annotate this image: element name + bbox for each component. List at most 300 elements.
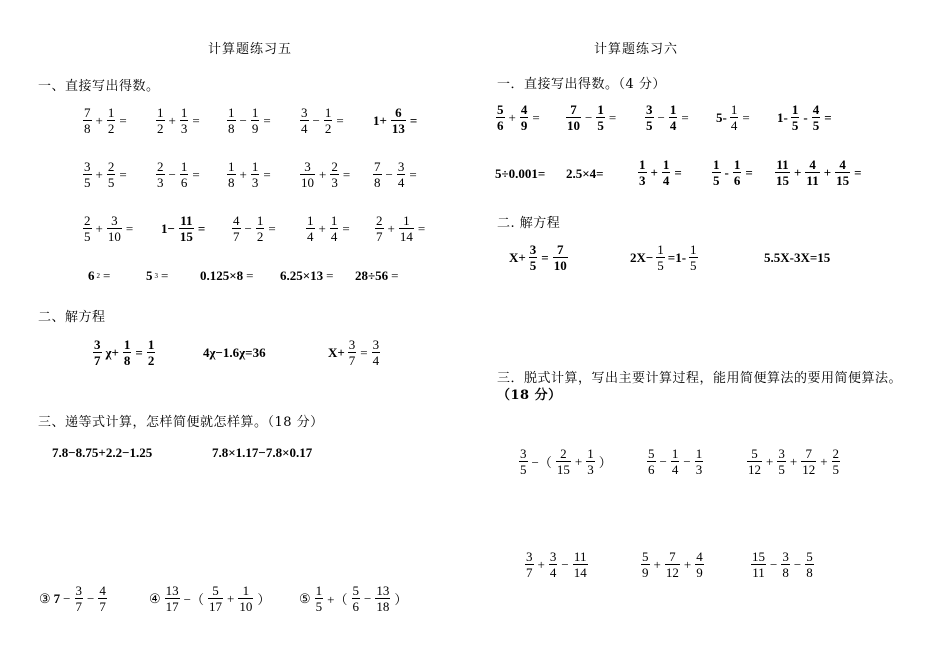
numerator: 1: [669, 102, 677, 117]
right-title: 计算题练习六: [594, 42, 679, 57]
term: X+: [509, 249, 526, 265]
fraction: [155, 160, 166, 189]
right-s3-r2-e1: [640, 550, 705, 579]
numerator: 4: [839, 157, 846, 172]
operator: =: [263, 166, 271, 182]
operator: −: [244, 220, 252, 236]
denominator: 3: [157, 175, 164, 190]
operator: +: [95, 166, 103, 182]
fraction: [226, 160, 237, 189]
denominator: 15: [556, 462, 570, 477]
left-s2-eq1: [203, 345, 266, 361]
denominator: 5: [597, 118, 604, 133]
fraction: [372, 160, 383, 189]
left-s3-eq1: [212, 445, 312, 461]
numerator: 1: [587, 446, 594, 461]
right-s2-eq2: [764, 250, 830, 266]
fraction: [711, 158, 722, 187]
left-s1-r0-e1: [155, 106, 201, 135]
operator: −: [585, 109, 593, 125]
numerator: 3: [397, 159, 405, 174]
numerator: 1: [251, 159, 259, 174]
right-s1-r2-e3: [711, 158, 754, 187]
numerator: 3: [549, 549, 557, 564]
fraction: [495, 103, 506, 132]
operator: =: [608, 109, 617, 125]
fraction: [146, 338, 157, 367]
numerator: 1: [157, 105, 164, 120]
right-section3-points: （18 分）: [497, 388, 562, 403]
fraction: [552, 243, 569, 272]
right-s1-r2-e1: [566, 166, 604, 182]
operator: +: [168, 112, 176, 128]
numerator: 2: [84, 213, 91, 228]
left-section2-heading: 二、解方程: [38, 310, 106, 325]
denominator: 4: [307, 229, 314, 244]
numerator: 6: [395, 105, 402, 120]
denominator: 17: [209, 599, 222, 614]
fraction: [555, 447, 572, 476]
term: 1-: [777, 109, 788, 125]
term: 2.5×4=: [566, 166, 604, 181]
right-s2-eq0: [509, 243, 569, 272]
denominator: 10: [553, 258, 567, 273]
denominator: 14: [399, 229, 413, 244]
denominator: 10: [567, 118, 580, 133]
numerator: 1: [713, 157, 720, 172]
operator: +: [227, 590, 235, 606]
fraction: [155, 106, 166, 135]
left-s1-r2-e1: [160, 214, 206, 243]
fraction: [207, 584, 224, 613]
numerator: 4: [99, 583, 106, 598]
operator: +: [95, 220, 103, 236]
fraction: [106, 160, 117, 189]
term: 5: [146, 268, 153, 283]
fraction: [585, 447, 596, 476]
numerator: 7: [669, 549, 676, 564]
left-s1-last-e4: [355, 268, 399, 284]
operator: ）: [598, 455, 612, 470]
numerator: 1: [730, 102, 738, 117]
fraction: [655, 243, 666, 272]
fraction: [255, 214, 266, 243]
fraction: [374, 214, 385, 243]
fraction: [226, 106, 237, 135]
numerator: 3: [526, 549, 533, 564]
left-title: 计算题练习五: [208, 42, 293, 57]
fraction: [694, 550, 705, 579]
numerator: 7: [805, 446, 812, 461]
denominator: 8: [123, 353, 131, 368]
denominator: 9: [251, 121, 259, 136]
fraction: [178, 214, 195, 243]
numerator: 4: [812, 102, 820, 117]
numerator: 3: [372, 337, 380, 352]
fraction: [396, 160, 407, 189]
denominator: 6: [180, 175, 188, 190]
denominator: 8: [228, 121, 235, 136]
numerator: 2: [832, 446, 840, 461]
denominator: 4: [662, 173, 670, 188]
operator: +: [789, 453, 798, 469]
left-s1-r2-e4: [374, 214, 426, 243]
fraction: [644, 103, 655, 132]
denominator: 2: [256, 229, 264, 244]
right-s1-r2-e2: [637, 158, 683, 187]
operator: =: [681, 109, 689, 125]
numerator: 1: [180, 159, 188, 174]
numerator: 3: [529, 242, 537, 257]
denominator: 5: [107, 175, 115, 190]
left-s3-bottom0: [38, 584, 108, 613]
right-s3-r2-e2: [750, 550, 815, 579]
left-s1-r0-e0: [82, 106, 128, 135]
numerator: 2: [331, 159, 338, 174]
numerator: 1: [256, 213, 264, 228]
operator: −（: [531, 455, 552, 470]
fraction: [670, 447, 681, 476]
numerator: 5: [642, 549, 649, 564]
right-section3-heading: 三．脱式计算，写出主要计算过程，能用简便算法的要用简便算法。: [497, 371, 903, 386]
left-s1-r0-e4: [372, 106, 418, 135]
fraction: [524, 550, 535, 579]
term: 7.8−8.75+2.2−1.25: [52, 445, 153, 460]
fraction: [347, 338, 358, 367]
fraction: [572, 550, 589, 579]
fraction: [82, 106, 93, 135]
operator: =: [125, 220, 134, 236]
denominator: 7: [348, 353, 356, 368]
numerator: 13: [165, 583, 179, 598]
denominator: 6: [648, 462, 655, 477]
fraction: [774, 158, 791, 187]
fraction: [729, 103, 740, 132]
fraction: [97, 584, 108, 613]
fraction: [82, 214, 93, 243]
numerator: 1: [147, 337, 155, 352]
numerator: 13: [376, 583, 390, 598]
operator: +: [319, 166, 327, 182]
term: 4χ−1.6χ=36: [203, 345, 266, 360]
denominator: 6: [733, 173, 741, 188]
operator: =: [360, 344, 368, 360]
fraction: [750, 550, 767, 579]
operator: +: [95, 112, 103, 128]
operator: +: [318, 220, 326, 236]
denominator: 3: [695, 462, 703, 477]
denominator: 3: [639, 173, 646, 188]
denominator: 2: [157, 121, 164, 136]
term: 28÷56: [355, 268, 389, 283]
operator: =: [103, 268, 111, 283]
operator: ③: [39, 590, 51, 606]
exponent: 3: [154, 272, 158, 280]
numerator: 3: [84, 159, 91, 174]
operator: +: [653, 556, 661, 572]
left-s2-eq2: [328, 338, 381, 367]
numerator: 3: [646, 102, 653, 117]
fraction: [694, 447, 705, 476]
left-s1-r1-e2: [226, 160, 272, 189]
left-s1-r1-e0: [82, 160, 128, 189]
fraction: [231, 214, 242, 243]
numerator: 2: [157, 159, 164, 174]
operator: =: [336, 112, 344, 128]
numerator: 5: [806, 549, 813, 564]
operator: =: [745, 164, 753, 180]
operator: −: [63, 590, 71, 606]
operator: -: [803, 109, 808, 125]
denominator: 3: [180, 121, 188, 136]
denominator: 11: [752, 565, 765, 580]
operator: +（: [327, 592, 348, 607]
left-s1-r2-e0: [82, 214, 134, 243]
term: =1-: [667, 249, 687, 265]
operator: +: [683, 556, 692, 572]
term: 5÷0.001=: [495, 166, 546, 181]
right-s2-eq1: [630, 243, 699, 272]
operator: 1−: [161, 220, 175, 236]
denominator: 4: [301, 121, 308, 136]
fraction: [834, 158, 851, 187]
left-section3-heading: 三、递等式计算，怎样简便就怎样算。（18 分）: [38, 415, 324, 430]
numerator: 11: [776, 157, 789, 172]
left-s1-r1-e3: [299, 160, 351, 189]
fraction: [106, 106, 117, 135]
numerator: 1: [671, 446, 679, 461]
exponent: 2: [96, 272, 100, 280]
operator: =: [268, 220, 276, 236]
operator: =: [854, 164, 862, 180]
term: 6: [88, 268, 95, 283]
left-s3-bottom1: [148, 584, 271, 613]
left-s1-r1-e4: [372, 160, 418, 189]
fraction: [371, 338, 382, 367]
numerator: 4: [520, 102, 528, 117]
numerator: 1: [662, 157, 670, 172]
operator: +: [823, 164, 832, 180]
left-s1-last-e1: [146, 268, 169, 284]
operator: =: [391, 268, 399, 283]
denominator: 7: [75, 599, 82, 614]
fraction: [804, 158, 820, 187]
operator: +: [650, 164, 658, 180]
fraction: [746, 447, 763, 476]
numerator: 1: [639, 157, 646, 172]
numerator: 2: [107, 159, 115, 174]
numerator: 7: [374, 159, 381, 174]
denominator: 10: [239, 599, 253, 614]
numerator: 1: [251, 105, 259, 120]
operator: χ+: [105, 344, 119, 360]
operator: =: [246, 268, 254, 283]
numerator: 1: [228, 105, 235, 120]
operator: −（: [183, 592, 204, 607]
right-s1-r2-e4: [774, 158, 863, 187]
operator: −: [683, 453, 691, 469]
fraction: [329, 160, 340, 189]
numerator: 15: [752, 549, 765, 564]
right-s1-r2-e0: [495, 166, 545, 182]
fraction: [640, 550, 651, 579]
fraction: [565, 103, 582, 132]
fraction: [106, 214, 123, 243]
denominator: 4: [669, 118, 677, 133]
right-s3-r1-e0: [518, 447, 613, 476]
right-s1-r1-e4: [777, 103, 833, 132]
fraction: [74, 584, 85, 613]
denominator: 4: [330, 229, 338, 244]
numerator: 1: [107, 105, 115, 120]
operator: =: [197, 220, 206, 236]
denominator: 5: [315, 599, 323, 614]
fraction: [688, 243, 699, 272]
denominator: 12: [665, 565, 679, 580]
denominator: 3: [251, 175, 259, 190]
numerator: 1: [315, 583, 323, 598]
right-s3-r2-e0: [524, 550, 589, 579]
operator: +: [387, 220, 395, 236]
operator: =: [532, 109, 540, 125]
operator: −: [364, 590, 372, 606]
fraction: [548, 550, 559, 579]
right-s3-r1-e1: [646, 447, 704, 476]
term: X+: [328, 344, 345, 360]
numerator: 1: [324, 105, 332, 120]
operator: =: [192, 112, 200, 128]
numerator: 11: [573, 549, 587, 564]
fraction: [323, 106, 334, 135]
numerator: 1: [403, 213, 410, 228]
denominator: 9: [696, 565, 703, 580]
denominator: 3: [331, 175, 338, 190]
term: 5-: [716, 109, 727, 125]
operator: =: [119, 166, 127, 182]
fraction: [664, 550, 681, 579]
left-s3-bottom2: [298, 584, 408, 613]
fraction: [519, 103, 530, 132]
numerator: 3: [94, 337, 101, 352]
denominator: 4: [730, 118, 738, 133]
fraction: [82, 160, 93, 189]
left-s1-r0-e2: [226, 106, 272, 135]
operator: ）: [394, 592, 408, 607]
operator: =: [192, 166, 200, 182]
operator: ⑤: [299, 590, 311, 606]
fraction: [646, 447, 657, 476]
denominator: 12: [802, 462, 816, 477]
denominator: 17: [165, 599, 179, 614]
denominator: 7: [94, 353, 101, 368]
operator: =: [161, 268, 169, 283]
numerator: 1: [307, 213, 314, 228]
numerator: 3: [778, 446, 785, 461]
operator: =: [742, 109, 750, 125]
numerator: 5: [751, 446, 758, 461]
term: 7: [53, 590, 61, 606]
operator: −: [657, 109, 665, 125]
operator: +: [574, 453, 583, 469]
operator: +: [766, 453, 774, 469]
fraction: [390, 106, 407, 135]
numerator: 1: [733, 157, 741, 172]
operator: =: [342, 166, 351, 182]
denominator: 15: [776, 173, 789, 188]
operator: =: [342, 220, 350, 236]
operator: =: [326, 268, 334, 283]
numerator: 1: [330, 213, 338, 228]
denominator: 8: [806, 565, 813, 580]
operator: −: [87, 590, 95, 606]
operator: −: [312, 112, 320, 128]
denominator: 15: [836, 173, 850, 188]
term: 6.25×13: [280, 268, 324, 283]
denominator: 9: [642, 565, 649, 580]
fraction: [398, 214, 415, 243]
fraction: [595, 103, 606, 132]
denominator: 7: [99, 599, 106, 614]
numerator: 5: [352, 583, 359, 598]
denominator: 5: [84, 229, 91, 244]
denominator: 5: [657, 258, 664, 273]
numerator: 2: [560, 446, 567, 461]
operator: −: [561, 556, 569, 572]
denominator: 7: [526, 565, 533, 580]
left-s1-last-e0: [88, 268, 111, 284]
numerator: 1: [242, 583, 250, 598]
numerator: 7: [556, 242, 564, 257]
fraction: [804, 550, 815, 579]
denominator: 5: [646, 118, 653, 133]
denominator: 6: [497, 118, 504, 133]
fraction: [732, 158, 743, 187]
operator: ④: [149, 590, 161, 606]
left-s3-eq0: [52, 445, 152, 461]
fraction: [250, 160, 261, 189]
numerator: 4: [233, 213, 240, 228]
numerator: 1: [597, 102, 604, 117]
fraction: [780, 550, 791, 579]
operator: =: [824, 109, 832, 125]
left-s1-r1-e1: [155, 160, 201, 189]
numerator: 4: [696, 549, 703, 564]
operator: −: [770, 556, 778, 572]
operator: -: [724, 164, 729, 180]
denominator: 7: [233, 229, 240, 244]
operator: =: [409, 166, 417, 182]
numerator: 7: [570, 102, 577, 117]
denominator: 9: [520, 118, 528, 133]
denominator: 5: [832, 462, 840, 477]
denominator: 4: [397, 175, 405, 190]
denominator: 18: [376, 599, 390, 614]
left-s2-eq0: [92, 338, 156, 367]
fraction: [299, 106, 310, 135]
operator: =: [417, 220, 426, 236]
fraction: [831, 447, 842, 476]
fraction: [92, 338, 103, 367]
denominator: 5: [812, 118, 820, 133]
operator: =: [119, 112, 127, 128]
fraction: [250, 106, 261, 135]
denominator: 2: [107, 121, 115, 136]
term: 0.125×8: [200, 268, 244, 283]
term: 7.8×1.17−7.8×0.17: [212, 445, 313, 460]
left-s1-last-e2: [200, 268, 255, 284]
denominator: 4: [372, 353, 380, 368]
fraction: [329, 214, 340, 243]
